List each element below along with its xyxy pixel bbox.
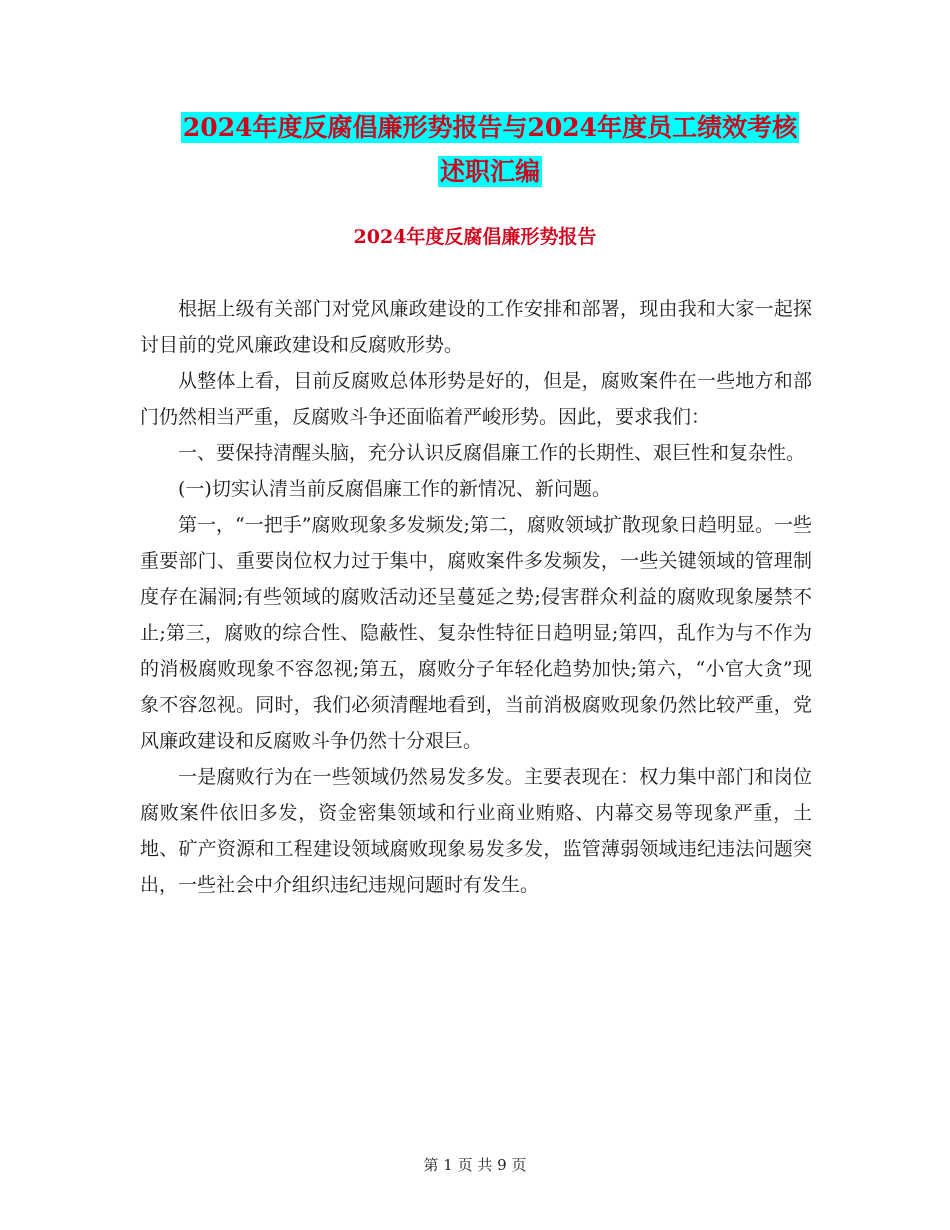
page-footer: 第 1 页 共 9 页 xyxy=(423,1156,527,1174)
paragraph: 从整体上看，目前反腐败总体形势是好的，但是，腐败案件在一些地方和部门仍然相当严重，反腐败斗争还面临着严峻形势。因此，要求我们： xyxy=(140,370,812,428)
paragraph: (一)切实认清当前反腐倡廉工作的新情况、新问题。 xyxy=(178,478,611,500)
paragraph: 第一，“一把手”腐败现象多发频发;第二，腐败领域扩散现象日趋明显。一些重要部门、重要岗位权力过于集中，腐败案件多发频发，一些关键领域的管理制度存在漏洞;有些领域的腐败活动还呈蔓延之势;侵害群众利益的腐败现象屡禁不止;第三，腐败的综合性、隐蔽性、复杂性特征日趋明显;第四，乱作为与不作为的消极腐败现象不容忽视;第五，腐败分子年轻化趋势加快;第六，“小官大贪”现象不容忽视。同时，我们必须清醒地看到，当前消极腐败现象仍然比较严重，党风廉政建设和反腐败斗争仍然十分艰巨。 xyxy=(140,514,812,752)
document-body xyxy=(140,291,812,903)
title-line-2: 述职汇编 xyxy=(439,157,540,186)
document-title xyxy=(140,106,840,194)
section-title: 2024年度反腐倡廉形势报告 xyxy=(353,226,597,248)
paragraph: 一是腐败行为在一些领域仍然易发多发。主要表现在：权力集中部门和岗位腐败案件依旧多发，资金密集领域和行业商业贿赂、内幕交易等现象严重，土地、矿产资源和工程建设领域腐败现象易发多发，监管薄弱领域违纪违法问题突出，一些社会中介组织违纪违规问题时有发生。 xyxy=(140,766,812,896)
paragraph: 一、要保持清醒头脑，充分认识反腐倡廉工作的长期性、艰巨性和复杂性。 xyxy=(178,442,806,464)
paragraph: 根据上级有关部门对党风廉政建设的工作安排和部署，现由我和大家一起探讨目前的党风廉政建设和反腐败形势。 xyxy=(140,298,812,356)
title-line-1: 2024年度反腐倡廉形势报告与2024年度员工绩效考核 xyxy=(182,113,798,142)
